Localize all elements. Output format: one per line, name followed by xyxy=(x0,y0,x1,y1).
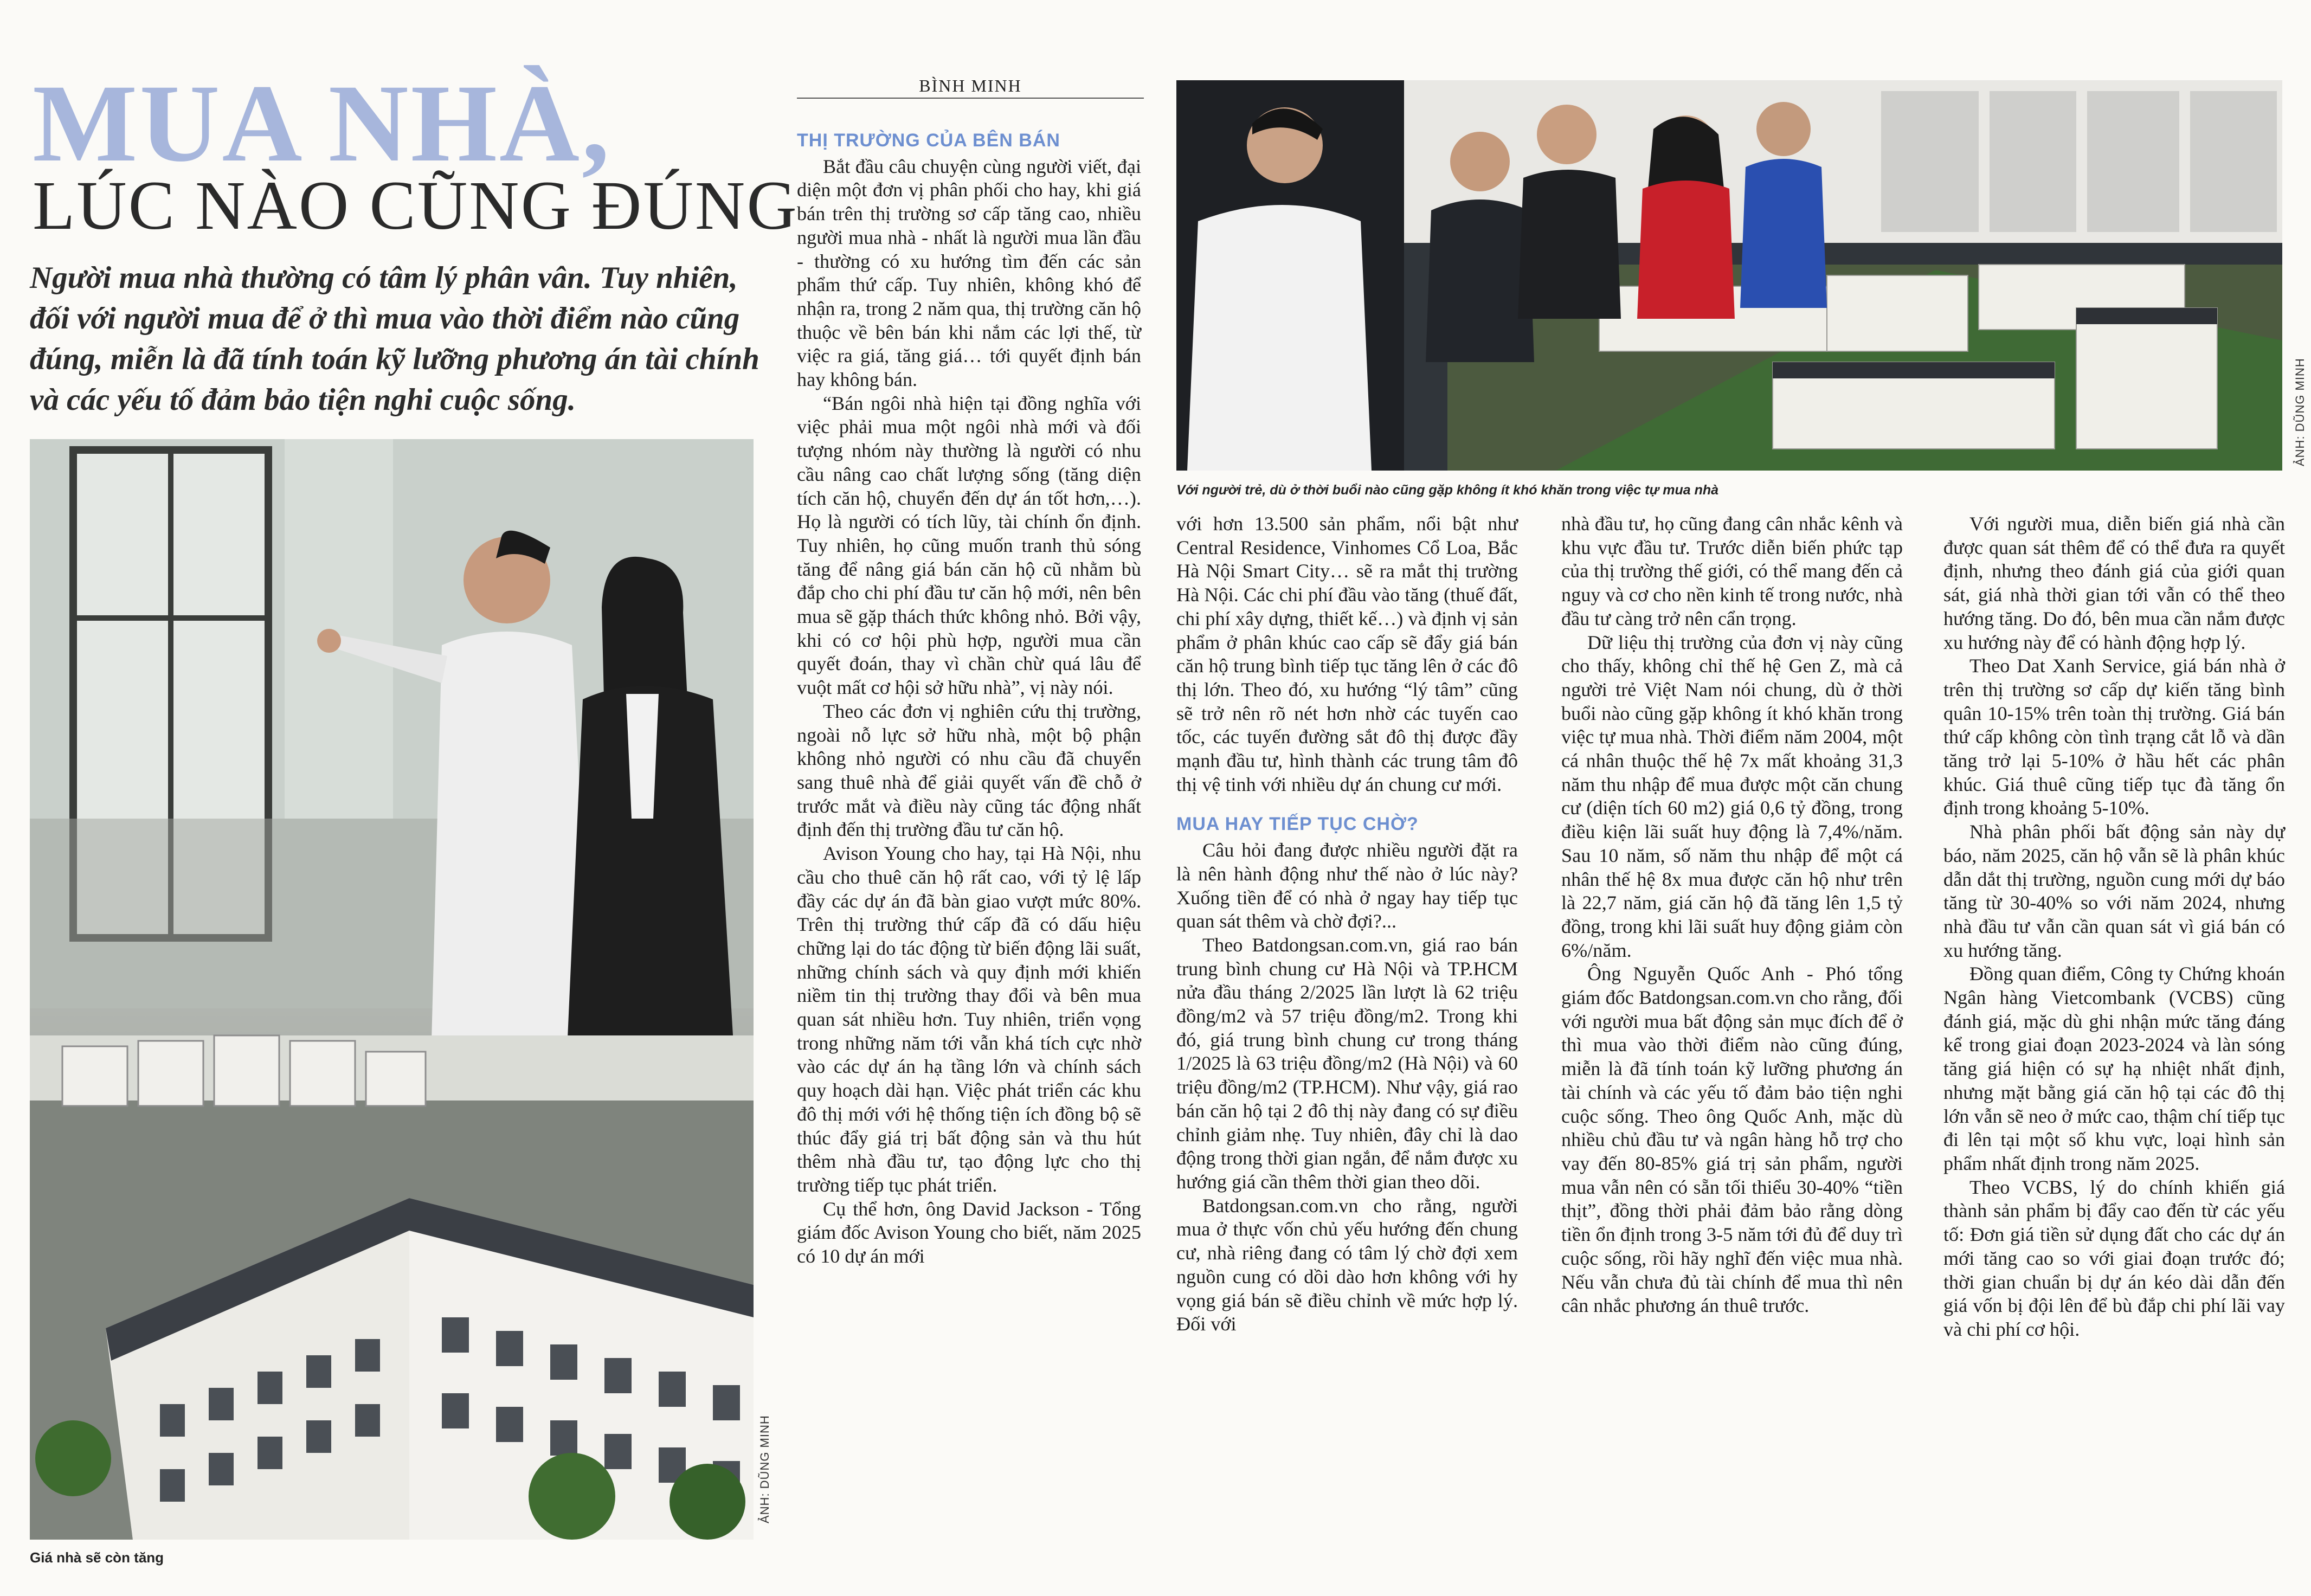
paragraph: Theo các đơn vị nghiên cứu thị trường, ngoài nỗ lực sở hữu nhà, một bộ phận không nhỏ người có nhu cầu đã chuyển sang thuê nhà để giải quyết vấn đề chỗ ở trước mắt và điều này cũng tác động nhất định đến thị trường đầu tư căn hộ. xyxy=(797,700,1141,841)
photo-left-illustration xyxy=(30,439,754,1540)
paragraph: với hơn 13.500 sản phẩm, nổi bật như Central Residence, Vinhomes Cổ Loa, Bắc Hà Nội Smart City… sẽ ra mắt thị trường Hà Nội. Các chi phí đầu vào tăng (thuế đất, chi phí xây dựng, thiết kế…) và định vị sản phẩm ở phân khúc cao cấp sẽ đẩy giá bán căn hộ trung bình tiếp tục tăng lên ở các đô thị lớn. Theo đó, xu hướng “lý tâm” cũng sẽ trở nên rõ nét hơn nhờ các tuyến cao tốc, các tuyến đường sắt đô thị được đầy mạnh đầu tư, hình thành các trung tâm đô thị vệ tinh với nhiều dự án chung cư mới. xyxy=(1176,513,1518,795)
paragraph: Theo Batdongsan.com.vn, giá rao bán trung bình chung cư Hà Nội và TP.HCM nửa đầu tháng 2/2025 lần lượt là 62 triệu đồng/m2 và 57 triệu đồng/m2. Trong khi đó, giá trung bình chung cư trong tháng 1/2025 là 63 triệu đồng/m2 (Hà Nội) và 60 triệu đồng/m2 (TP.HCM). Như vậy, giá rao bán căn hộ tại 2 đô thị này đang có sự điều chỉnh giảm nhẹ. Tuy nhiên, đây chỉ là dao động trong thời gian ngắn, để nắm được xu hướng giá cần thêm thời gian theo dõi. xyxy=(1176,934,1518,1193)
author-byline: BÌNH MINH xyxy=(919,76,1022,95)
paragraph: Dữ liệu thị trường của đơn vị này cũng cho thấy, không chỉ thế hệ Gen Z, mà cả người trẻ Việt Nam nói chung, dù ở thời buổi nào cũng gặp không ít khó khăn trong việc tự mua nhà. Thời điểm năm 2004, một cá nhân thuộc thế hệ 7x mất khoảng 31,3 năm thu nhập để mua được một căn chung cư (diện tích 60 m2) giá 0,6 tỷ đồng, trong điều kiện lãi suất huy động là 7,4%/năm. Sau 10 năm, số năm thu nhập để một cá nhân thế hệ 8x mua được căn hộ như trên là 22,7 năm, giá căn hộ đã tăng lên 1,5 tỷ đồng, trong khi lãi suất huy động giảm còn 6%/năm. xyxy=(1561,631,1903,961)
photo-right-illustration xyxy=(1176,80,2282,471)
article-column-2 xyxy=(1176,512,1518,1336)
paragraph: Câu hỏi đang được nhiều người đặt ra là nên hành động như thế nào ở lúc này? Xuống tiền để có nhà ở ngay hay tiếp tục quan sát thêm và chờ đợi?... xyxy=(1176,839,1518,932)
paragraph: Theo Dat Xanh Service, giá bán nhà ở trên thị trường sơ cấp dự kiến tăng bình quân 10-15% trên toàn thị trường. Giá bán thứ cấp không còn tình trạng cắt lỗ và dần tăng trở lại 5-10% ở hầu hết các phân khúc. Giá thuê cũng tiếp tục đà tăng ổn định trong khoảng 5-10%. xyxy=(1943,655,2285,819)
photo-left-caption: Giá nhà sẽ còn tăng xyxy=(30,1549,164,1566)
paragraph: Ông Nguyễn Quốc Anh - Phó tổng giám đốc Batdongsan.com.vn cho rằng, đối với người mua bất động sản mục đích để ở thì mua vào thời điểm nào cũng đúng, miễn là đã tính toán kỹ lưỡng phương án tài chính và các yếu tố đảm bảo tiện nghi cuộc sống. Theo ông Quốc Anh, mặc dù nhiều chủ đầu tư và ngân hàng hỗ trợ cho vay đến 80-85% giá trị sản phẩm, người mua vẫn nên có sẵn tối thiểu 30-40% “tiền thịt”, đồng thời phải đảm bảo rằng dòng tiền ổn định trong 3-5 năm tới đủ để duy trì cuộc sống, rồi hãy nghĩ đến việc mua nhà. Nếu vẫn chưa đủ tài chính để mua thì nên cân nhắc phương án thuê trước. xyxy=(1561,963,1903,1317)
paragraph: Theo VCBS, lý do chính khiến giá thành sản phẩm bị đẩy cao đến từ các yếu tố: Đơn giá tiền sử dụng đất cho các dự án mới tăng cao so với giai đoạn trước đó; thời gian chuẩn bị dự án kéo dài dẫn đến giá vốn bị đội lên để bù đắp chi phí lãi vay và chi phí cơ hội. xyxy=(1943,1176,2285,1340)
photo-right-caption: Với người trẻ, dù ở thời buổi nào cũng gặp không ít khó khăn trong việc tự mua nhà xyxy=(1176,482,1719,498)
paragraph: “Bán ngôi nhà hiện tại đồng nghĩa với việc phải mua một ngôi nhà mới và đối tượng nhóm này thường là người có nhu cầu nâng cao chất lượng sống (tăng diện tích căn hộ, chuyển đến dự án tốt hơn,…). Họ là người có tích lũy, tài chính ổn định. Tuy nhiên, họ cũng muốn tranh thủ sóng tăng để nâng giá bán căn hộ cũ nhằm bù đắp cho chi phí đầu tư căn hộ mới, nên bên mua sẽ gặp thách thức không nhỏ. Bởi vậy, khi có cơ hội phù hợp, người mua cần quyết đoán, thay vì chần chừ quá lâu để vuột mất cơ hội sở hữu nhà”, vị này nói. xyxy=(797,392,1141,699)
photo-left xyxy=(30,439,754,1540)
article-column-1 xyxy=(797,126,1141,1269)
paragraph: nhà đầu tư, họ cũng đang cân nhắc kênh và khu vực đầu tư. Trước diễn biến phức tạp của thị trường thế giới, có thể mang đến cả nguy và cơ cho nền kinh tế trong nước, nhà đầu tư càng trở nên cẩn trọng. xyxy=(1561,513,1903,629)
photo-right xyxy=(1176,80,2282,471)
subhead-buy-or-wait: MUA HAY TIẾP TỤC CHỜ? xyxy=(1176,814,1419,835)
paragraph: Với người mua, diễn biến giá nhà cần được quan sát thêm để có thể đưa ra quyết định, nhưng theo đánh giá của giới quan sát, giá nhà thời gian tới vẫn có thể theo hướng tăng. Do đó, bên mua cần nắm được xu hướng này để có hành động hợp lý. xyxy=(1943,513,2285,653)
paragraph: Cụ thể hơn, ông David Jackson - Tổng giám đốc Avison Young cho biết, năm 2025 có 10 dự án mới xyxy=(797,1198,1141,1267)
subhead-seller-market: THỊ TRƯỜNG CỦA BÊN BÁN xyxy=(797,130,1060,151)
photo-left-credit: ẢNH: DŨNG MINH xyxy=(758,1415,771,1523)
lede: Người mua nhà thường có tâm lý phân vân. Tuy nhiên, đối với người mua để ở thì mua vào thời điểm nào cũng đúng, miễn là đã tính toán kỹ lưỡng phương án tài chính và các yếu tố đảm bảo tiện nghi cuộc sống. xyxy=(30,261,759,417)
headline-line-2: LÚC NÀO CŨNG ĐÚNG xyxy=(33,167,799,244)
author-rule xyxy=(797,98,1144,99)
headline-line-1: MUA NHÀ, xyxy=(33,62,612,185)
paragraph: Đồng quan điểm, Công ty Chứng khoán Ngân hàng Vietcombank (VCBS) cũng đánh giá, mặc dù ghi nhận mức tăng đáng kể trong giai đoạn 2023-2024 và làn sóng tăng giá hiện có sự hạ nhiệt nhất định, nhưng mặt bằng giá căn hộ tại các đô thị lớn vẫn sẽ neo ở mức cao, thậm chí tiếp tục đi lên tại một số khu vực, loại hình sản phẩm nhất định trong năm 2025. xyxy=(1943,963,2285,1174)
article-column-4 xyxy=(1943,512,2285,1342)
article-column-3 xyxy=(1561,512,1903,1318)
paragraph: Nhà phân phối bất động sản này dự báo, năm 2025, căn hộ vẫn sẽ là phân khúc dẫn dắt thị trường, nguồn cung mới dự báo tăng từ 30-40% so với năm 2024, nhưng nhà đầu tư vẫn cần quan sát vì giá bán có xu hướng tăng. xyxy=(1943,821,2285,961)
photo-right-credit: ẢNH: DŨNG MINH xyxy=(2293,358,2307,466)
paragraph: Batdongsan.com.vn cho rằng, người mua ở thực vốn chủ yếu hướng đến chung cư, nhà riêng đang có tâm lý chờ đợi xem nguồn cung có dồi dào hơn không với hy vọng giá bán sẽ điều chỉnh về mức hợp lý. Đối với xyxy=(1176,1194,1518,1335)
paragraph: Avison Young cho hay, tại Hà Nội, nhu cầu cho thuê căn hộ rất cao, với tỷ lệ lấp đầy các dự án đã bàn giao vượt mức 80%. Trên thị trường thứ cấp đã có dấu hiệu chững lại do tác động từ biến động lãi suất, những chính sách và quy định mới khiến niềm tin thị trường thay đổi và bên mua quan sát nhiều hơn. Tuy nhiên, triển vọng trong những năm tới vẫn khá tích cực nhờ vào các dự án hạ tầng lớn và chính sách quy hoạch dài hạn. Việc phát triển các khu đô thị mới với hệ thống tiện ích đồng bộ sẽ thúc đẩy giá trị bất động sản và thu hút thêm nhà đầu tư, tạo động lực cho thị trường tiếp tục phát triển. xyxy=(797,842,1141,1196)
paragraph: Bắt đầu câu chuyện cùng người viết, đại diện một đơn vị phân phối cho hay, khi giá bán trên thị trường sơ cấp tăng cao, nhiều người mua nhà - nhất là người mua lần đầu - thường có xu hướng tìm đến các sản phẩm thứ cấp. Tuy nhiên, không khó để nhận ra, trong 2 năm qua, thị trường căn hộ thuộc về bên bán khi nắm các lợi thế, từ việc ra giá, tăng giá… tới quyết định bán hay không bán. xyxy=(797,155,1141,391)
